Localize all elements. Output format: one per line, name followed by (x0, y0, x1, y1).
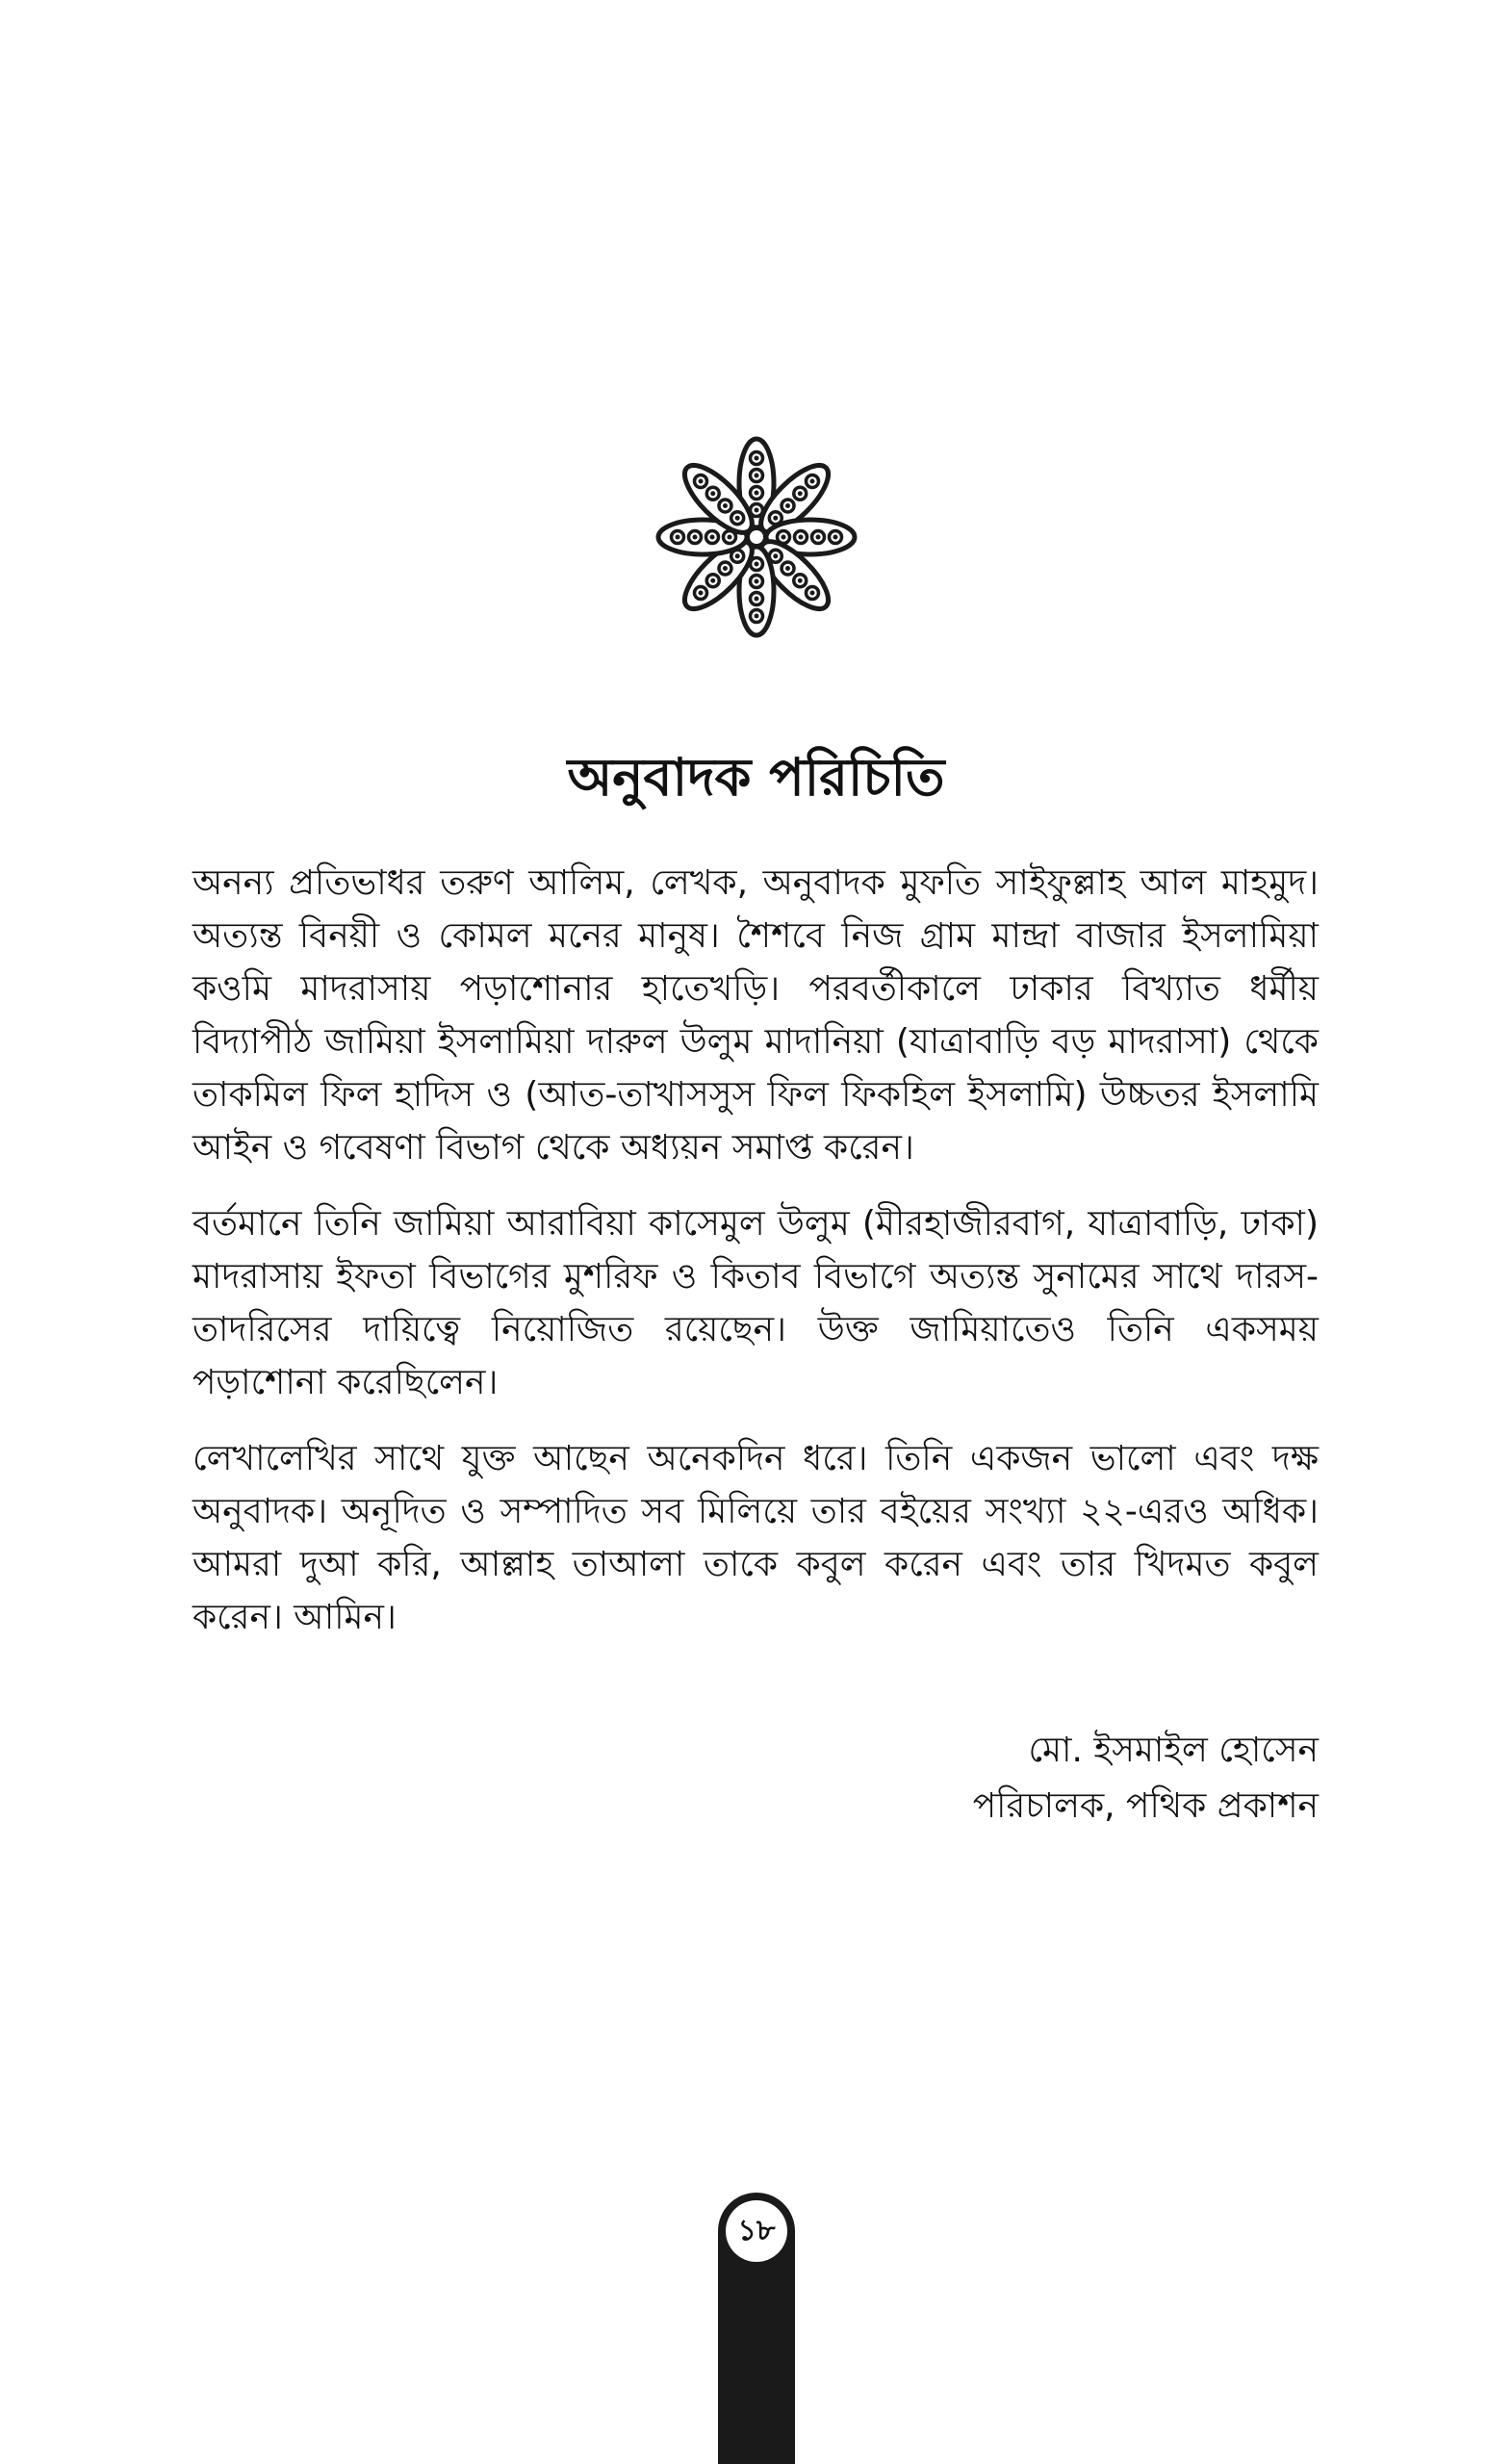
page-number: ১৮ (726, 2200, 787, 2262)
page-number-tab (718, 2193, 795, 2464)
flower-ornament-icon (651, 431, 862, 643)
paragraph-current-role: বর্তমানে তিনি জামিয়া আরাবিয়া কাসেমুল উলুম (মীরহাজীরবাগ, যাত্রাবাড়ি, ঢাকা) মাদরাসায় ইফতা বিভাগের মুশরিফ ও কিতাব বিভাগে অত্যন্ত সুনামের সাথে দারস-তাদরিসের দায়িত্বে নিয়োজিত রয়েছেন। উক্ত জামিয়াতেও তিনি একসময় পড়াশোনা করেছিলেন। (192, 1204, 1319, 1402)
paragraph-education: অনন্য প্রতিভাধর তরুণ আলিম, লেখক, অনুবাদক মুফতি সাইফুল্লাহ আল মাহমুদ। অত্যন্ত বিনয়ী ও কোমল মনের মানুষ। শৈশবে নিজ গ্রাম মান্দ্রা বাজার ইসলামিয়া কওমি মাদরাসায় পড়াশোনার হাতেখড়ি। পরবর্তীকালে ঢাকার বিখ্যাত ধর্মীয় বিদ্যাপীঠ জামিয়া ইসলামিয়া দারুল উলুম মাদানিয়া (যাত্রাবাড়ি বড় মাদরাসা) থেকে তাকমিল ফিল হাদিস ও (আত-তাখাসসুস ফিল ফিকহিল ইসলামি) উচ্চতর ইসলামি আইন ও গবেষণা বিভাগ থেকে অধ্যয়ন সমাপ্ত করেন। (192, 863, 1319, 1168)
signature-name: মো. ইসমাইল হোসেন (1028, 1731, 1319, 1770)
signature-role: পরিচালক, পথিক প্রকাশন (972, 1786, 1319, 1826)
signature-block (192, 1723, 1319, 1835)
paragraph-writing: লেখালেখির সাথে যুক্ত আছেন অনেকদিন ধরে। তিনি একজন ভালো এবং দক্ষ অনুবাদক। অনূদিত ও সম্পাদিত সব মিলিয়ে তার বইয়ের সংখ্যা ২২-এরও অধিক। আমরা দুআ করি, আল্লাহ তাআলা তাকে কবুল করেন এবং তার খিদমত কবুল করেন। আমিন। (192, 1439, 1319, 1637)
page-title: অনুবাদক পরিচিতি (567, 747, 945, 808)
body-text (192, 857, 1319, 1667)
